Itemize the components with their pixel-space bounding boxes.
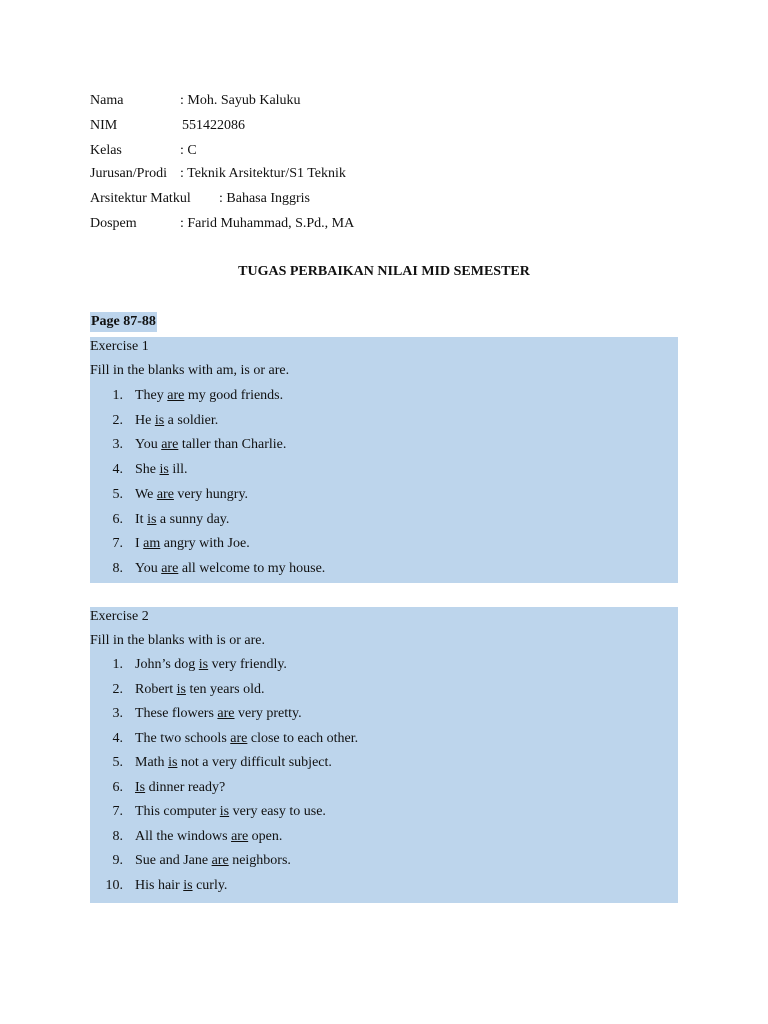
sentence-end: taller than Charlie. [178,437,287,453]
item-sentence [135,386,283,406]
sentence-end: a sunny day. [156,511,230,527]
sentence-end: very easy to use. [229,804,326,819]
info-value: : Teknik Arsitektur/S1 Teknik [180,166,346,181]
item-sentence [135,876,227,896]
item-number: 6. [112,511,123,527]
answer-word: are [161,560,179,576]
exercise-instruction: Fill in the blanks with is or are. [90,633,265,648]
sentence-start: It [135,511,148,527]
info-value: 551422086 [182,118,245,133]
answer-word: is [154,412,165,428]
item-number: 6. [112,779,123,795]
sentence-end: very friendly. [208,657,287,672]
sentence-end: ten years old. [185,681,265,697]
item-sentence [135,510,229,530]
info-label: NIM [90,118,118,133]
exercise-2-block [90,607,678,903]
sentence-start: All the windows [135,828,232,844]
item-sentence [135,411,218,431]
item-sentence [135,680,264,700]
exercise-1-block [90,337,678,583]
sentence-end: neighbors. [228,853,291,868]
item-number: 3. [112,437,123,453]
info-row-nim [90,116,245,136]
item-sentence [135,729,358,749]
item-sentence [135,485,248,505]
item-number: 4. [112,730,123,746]
info-value: : Bahasa Inggris [219,191,310,206]
info-label: Dospem [90,216,137,231]
answer-word: are [156,486,174,502]
sentence-start: Sue and Jane [135,853,212,868]
document-title: TUGAS PERBAIKAN NILAI MID SEMESTER [238,264,530,279]
info-value: : C [180,143,197,158]
sentence-end: all welcome to my house. [178,560,326,576]
sentence-start: You [135,437,162,453]
item-number: 10. [105,877,123,893]
sentence-start: Math [135,755,169,770]
item-sentence [135,851,291,871]
answer-word: are [167,388,185,403]
sentence-start: They [135,388,168,403]
item-number: 5. [112,486,123,502]
item-number: 1. [112,388,123,403]
info-row-nama [90,91,301,111]
answer-word: are [231,828,249,844]
item-number: 7. [112,536,123,552]
answer-word: is [183,877,193,893]
info-value: : Farid Muhammad, S.Pd., MA [180,216,355,231]
answer-word: is [168,755,178,770]
sentence-start: His hair [135,877,184,893]
sentence-end: a soldier. [164,412,219,428]
sentence-start: These flowers [135,706,218,721]
info-label: Kelas [90,143,122,158]
answer-word: Is [135,779,146,795]
sentence-start: This computer [135,804,220,819]
sentence-start: We [135,486,157,502]
item-sentence [135,753,332,773]
answer-word: are [230,730,248,746]
info-row-matkul [90,189,310,209]
info-value: : Moh. Sayub Kaluku [180,93,301,108]
answer-word: are [161,437,179,453]
answer-word: is [159,462,169,478]
sentence-start: I [135,536,144,552]
item-sentence [135,460,188,480]
answer-word: is [198,657,209,672]
sentence-end: very hungry. [173,486,249,502]
sentence-end: open. [248,828,283,844]
sentence-end: very pretty. [234,706,302,721]
sentence-start: She [135,462,160,478]
exercise-title: Exercise 1 [90,339,149,354]
sentence-end: angry with Joe. [160,536,250,552]
item-number: 1. [112,657,123,672]
sentence-end: not a very difficult subject. [177,755,332,770]
item-number: 2. [112,681,123,697]
item-sentence [135,778,225,798]
info-row-dospem [90,214,355,234]
exercise-title: Exercise 2 [90,609,149,624]
item-number: 3. [112,706,123,721]
item-number: 5. [112,755,123,770]
item-number: 9. [112,853,123,868]
page-heading: Page 87-88 [90,312,157,332]
item-sentence [135,655,287,675]
item-number: 4. [112,462,123,478]
answer-word: are [217,706,235,721]
sentence-end: dinner ready? [145,779,226,795]
answer-word: are [211,853,229,868]
item-number: 2. [112,412,123,428]
exercise-instruction: Fill in the blanks with am, is or are. [90,363,290,378]
item-sentence [135,435,286,455]
answer-word: is [219,804,230,819]
sentence-start: John’s dog [135,657,199,672]
item-sentence [135,534,250,554]
item-sentence [135,559,325,579]
item-sentence [135,802,326,822]
answer-word: is [176,681,186,697]
info-label: Nama [90,93,124,108]
answer-word: is [147,511,157,527]
item-sentence [135,704,302,724]
sentence-end: ill. [168,462,188,478]
sentence-end: close to each other. [247,730,359,746]
sentence-end: my good friends. [184,388,284,403]
item-number: 8. [112,828,123,844]
sentence-start: The two schools [135,730,231,746]
sentence-start: He [135,412,155,428]
item-number: 8. [112,560,123,576]
info-row-kelas [90,141,197,161]
info-label: Jurusan/Prodi [90,166,167,181]
info-label: Arsitektur Matkul [90,191,191,206]
sentence-end: curly. [192,877,228,893]
item-sentence [135,827,282,847]
item-number: 7. [112,804,123,819]
answer-word: am [143,536,161,552]
sentence-start: You [135,560,162,576]
info-row-jurusan [90,164,346,184]
sentence-start: Robert [135,681,177,697]
